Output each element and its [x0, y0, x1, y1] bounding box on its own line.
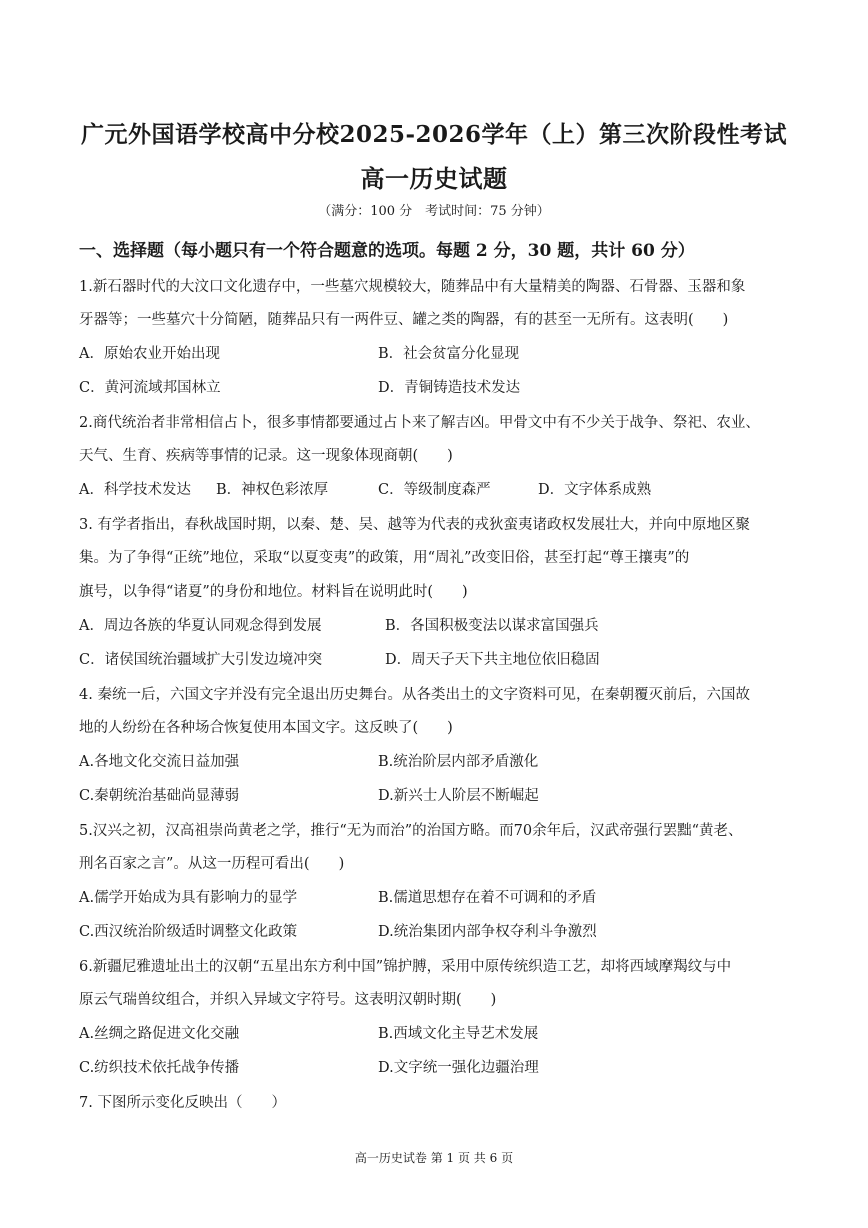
question-6-option-a[interactable]: A.丝绸之路促进文化交融 — [79, 1026, 240, 1042]
question-2-option-b[interactable]: B．神权色彩浓厚 — [216, 482, 329, 498]
question-3-line-3: 旗号，以争得“诸夏”的身份和地位。材料旨在说明此时( ) — [79, 584, 468, 600]
question-1-line-2: 牙器等；一些墓穴十分简陋，随葬品只有一两件豆、罐之类的陶器，有的甚至一无所有。这表明( ) — [79, 312, 729, 328]
question-2-line-2: 天气、生育、疾病等事情的记录。这一现象体现商朝( ) — [79, 448, 453, 464]
question-4-option-d[interactable]: D.新兴士人阶层不断崛起 — [378, 788, 539, 804]
question-7-line-1: 7. 下图所示变化反映出（ ） — [79, 1095, 286, 1111]
question-1-option-c[interactable]: C．黄河流域邦国林立 — [79, 380, 221, 396]
exam-meta: （满分：100 分 考试时间：75 分钟） — [318, 204, 550, 219]
question-3-option-a[interactable]: A．周边各族的华夏认同观念得到发展 — [79, 618, 322, 634]
question-5-option-a[interactable]: A.儒学开始成为具有影响力的显学 — [79, 890, 298, 906]
question-5-option-d[interactable]: D.统治集团内部争权夺利斗争激烈 — [378, 924, 597, 940]
question-3-option-d[interactable]: D．周天子天下共主地位依旧稳固 — [385, 652, 600, 668]
question-2-option-a[interactable]: A．科学技术发达 — [79, 482, 191, 498]
question-3-line-1: 3. 有学者指出，春秋战国时期，以秦、楚、吴、越等为代表的戎狄蛮夷诸政权发展壮大，并向中原地区聚 — [79, 517, 750, 533]
question-2-option-d[interactable]: D．文字体系成熟 — [538, 482, 652, 498]
exam-title: 广元外国语学校高中分校2025-2026学年（上）第三次阶段性考试 — [80, 121, 788, 148]
question-6-line-2: 原云气瑞兽纹组合，并织入异域文字符号。这表明汉朝时期( ) — [79, 992, 497, 1008]
question-3-option-c[interactable]: C．诸侯国统治疆域扩大引发边境冲突 — [79, 652, 323, 668]
question-5-line-2: 刑名百家之言”。从这一历程可看出( ) — [79, 856, 345, 872]
question-1-option-d[interactable]: D．青铜铸造技术发达 — [378, 380, 521, 396]
question-2-line-1: 2.商代统治者非常相信占卜，很多事情都要通过占卜来了解吉凶。甲骨文中有不少关于战争、祭祀、农业、 — [79, 415, 760, 431]
question-5-line-1: 5.汉兴之初，汉高祖崇尚黄老之学，推行“无为而治”的治国方略。而70余年后，汉武帝强行罢黜“黄老、 — [79, 823, 743, 839]
question-4-line-2: 地的人纷纷在各种场合恢复使用本国文字。这反映了( ) — [79, 720, 453, 736]
question-6-option-b[interactable]: B.西域文化主导艺术发展 — [378, 1026, 539, 1042]
question-4-option-a[interactable]: A.各地文化交流日益加强 — [79, 754, 240, 770]
question-5-option-b[interactable]: B.儒道思想存在着不可调和的矛盾 — [378, 890, 597, 906]
question-6-option-c[interactable]: C.纺织技术依托战争传播 — [79, 1060, 240, 1076]
question-5-option-c[interactable]: C.西汉统治阶级适时调整文化政策 — [79, 924, 298, 940]
question-2-option-c[interactable]: C．等级制度森严 — [378, 482, 491, 498]
question-1-option-b[interactable]: B．社会贫富分化显现 — [378, 346, 520, 362]
question-1-option-a[interactable]: A．原始农业开始出现 — [79, 346, 220, 362]
question-4-option-c[interactable]: C.秦朝统治基础尚显薄弱 — [79, 788, 240, 804]
question-1-line-1: 1.新石器时代的大汶口文化遗存中，一些墓穴规模较大，随葬品中有大量精美的陶器、石骨器、玉器和象 — [79, 279, 746, 295]
question-4-option-b[interactable]: B.统治阶层内部矛盾激化 — [378, 754, 539, 770]
question-3-option-b[interactable]: B．各国积极变法以谋求富国强兵 — [385, 618, 599, 634]
exam-subtitle: 高一历史试题 — [360, 164, 508, 193]
question-6-option-d[interactable]: D.文字统一强化边疆治理 — [378, 1060, 539, 1076]
question-3-line-2: 集。为了争得“正统”地位，采取“以夏变夷”的政策，用“周礼”改变旧俗，甚至打起“尊王攘夷”的 — [79, 550, 690, 566]
section-heading: 一、选择题（每小题只有一个符合题意的选项。每题 2 分，30 题，共计 60 分） — [79, 241, 695, 261]
page-footer: 高一历史试卷 第 1 页 共 6 页 — [354, 1151, 514, 1165]
question-6-line-1: 6.新疆尼雅遗址出土的汉朝“五星出东方利中国”锦护膊，采用中原传统织造工艺，却将西域摩羯纹与中 — [79, 959, 732, 975]
question-4-line-1: 4. 秦统一后，六国文字并没有完全退出历史舞台。从各类出土的文字资料可见，在秦朝覆灭前后，六国故 — [79, 687, 750, 703]
